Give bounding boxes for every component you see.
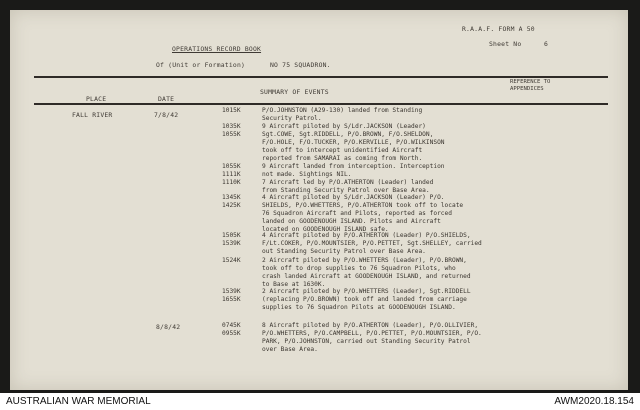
event-time: 1015K [222, 107, 241, 114]
event-text-line: landed on GOODENOUGH ISLAND. Pilots and Aircraft [262, 217, 441, 225]
event-time: 1539K [222, 288, 241, 295]
event-time: 1655K [222, 295, 241, 303]
event-time: 1524K [222, 257, 241, 264]
column-date: DATE [158, 95, 175, 103]
event-text-line: 4 Aircraft piloted by P/O.ATHERTON (Leader) P/O.SHIELDS, [262, 232, 471, 239]
event-text-line: P/O.JOHNSTON (A29-130) landed from Standing [262, 107, 423, 114]
unit-name: NO 75 SQUADRON. [270, 61, 331, 69]
event-text-line: out Standing Security Patrol over Base Area. [262, 247, 426, 255]
header-bottom-rule [34, 103, 608, 105]
archive-credit: AUSTRALIAN WAR MEMORIAL [6, 396, 151, 407]
event-text-line: located on GOODENOUGH ISLAND safe. [262, 225, 389, 233]
column-place: PLACE [86, 95, 107, 103]
event-text-line: not made. Sightings NIL. [262, 170, 352, 178]
event-time: 1055K [222, 163, 241, 170]
form-id: R.A.A.F. FORM A 50 [462, 25, 535, 33]
event-text-line: reported from SAMARAI as coming from North. [262, 154, 423, 162]
event-text-line: supplies to 76 Squadron Pilots at GOODENOUGH ISLAND. [262, 303, 456, 311]
event-text-line: took off to intercept unidentified Aircraft [262, 146, 423, 154]
event-time: 1055K [222, 130, 241, 138]
column-appendices: APPENDICES [510, 86, 544, 92]
event-text-line: SHIELDS, P/O.WHETTERS, P/O.ATHERTON took off to locate [262, 201, 464, 209]
event-time: 1505K [222, 232, 241, 239]
event-text-line: Security Patrol. [262, 114, 322, 122]
date-value-1: 7/8/42 [154, 111, 179, 119]
event-text-line: (replacing P/O.BROWN) took off and landed from carriage [262, 295, 467, 303]
event-text-line: from Standing Security Patrol over Base Area. [262, 186, 430, 194]
event-time: 0955K [222, 329, 241, 337]
event-text-line: 9 Aircraft piloted by S/Ldr.JACKSON (Leader) [262, 123, 426, 130]
event-time: 1539K [222, 239, 241, 247]
header-top-rule [34, 76, 608, 78]
book-title: OPERATIONS RECORD BOOK [172, 45, 262, 53]
column-summary: SUMMARY OF EVENTS [260, 88, 329, 96]
sheet-number: 6 [544, 40, 549, 48]
unit-prefix: Of (Unit or Formation) [156, 61, 246, 69]
event-text-line: 7 Aircraft led by P/O.ATHERTON (Leader) landed [262, 178, 434, 186]
event-text-line: 9 Aircraft landed from interception. Interception [262, 163, 445, 170]
event-text-line: F/Lt.COKER, P/O.MOUNTSIER, P/O.PETTET, Sgt.SHELLEY, carried [262, 239, 482, 247]
event-time: 1035K [222, 123, 241, 130]
event-text-line: took off to drop supplies to 76 Squadron Pilots, who [262, 264, 456, 272]
event-text-line: 2 Aircraft piloted by P/O.WHETTERS (Leader), Sgt.RIDDELL [262, 288, 471, 295]
event-time: 1111K [222, 170, 241, 178]
accession-number: AWM2020.18.154 [554, 396, 634, 407]
sheet-label: Sheet No [489, 40, 522, 48]
event-text-line: to Base at 1630K. [262, 280, 326, 288]
event-time: 1425K [222, 201, 241, 209]
event-text-line: 4 Aircraft piloted by S/Ldr.JACKSON (Leader) P/O. [262, 194, 445, 201]
event-time: 1345K [222, 194, 241, 201]
event-text-line: 2 Aircraft piloted by P/O.WHETTERS (Leader), P/O.BROWN, [262, 257, 467, 264]
place-value: FALL RIVER [72, 111, 113, 119]
event-text-line: P/O.WHETTERS, P/O.CAMPBELL, P/O.PETTET, P/O.MOUNTSIER, P/O. [262, 329, 482, 337]
column-reference: REFERENCE TO [510, 79, 551, 85]
event-text-line: Sgt.COWE, Sgt.RIDDELL, P/O.BROWN, F/O.SHELDON, [262, 130, 434, 138]
event-text-line: PARK, P/O.JOHNSTON, carried out Standing Security Patrol [262, 337, 471, 345]
event-text-line: 76 Squadron Aircraft and Pilots, reported as forced [262, 209, 452, 217]
date-value-2: 8/8/42 [156, 323, 181, 331]
caption-bar [0, 394, 640, 410]
event-text-line: 8 Aircraft piloted by P/O.ATHERTON (Leader), P/O.OLLIVIER, [262, 322, 479, 329]
event-text-line: crash landed Aircraft at GOODENOUGH ISLAND, and returned [262, 272, 471, 280]
event-time: 1110K [222, 178, 241, 186]
event-text-line: over Base Area. [262, 345, 318, 353]
event-time: 0745K [222, 322, 241, 329]
event-text-line: F/O.HOLE, F/O.TUCKER, P/O.KERVILLE, P/O.WILKINSON [262, 138, 445, 146]
